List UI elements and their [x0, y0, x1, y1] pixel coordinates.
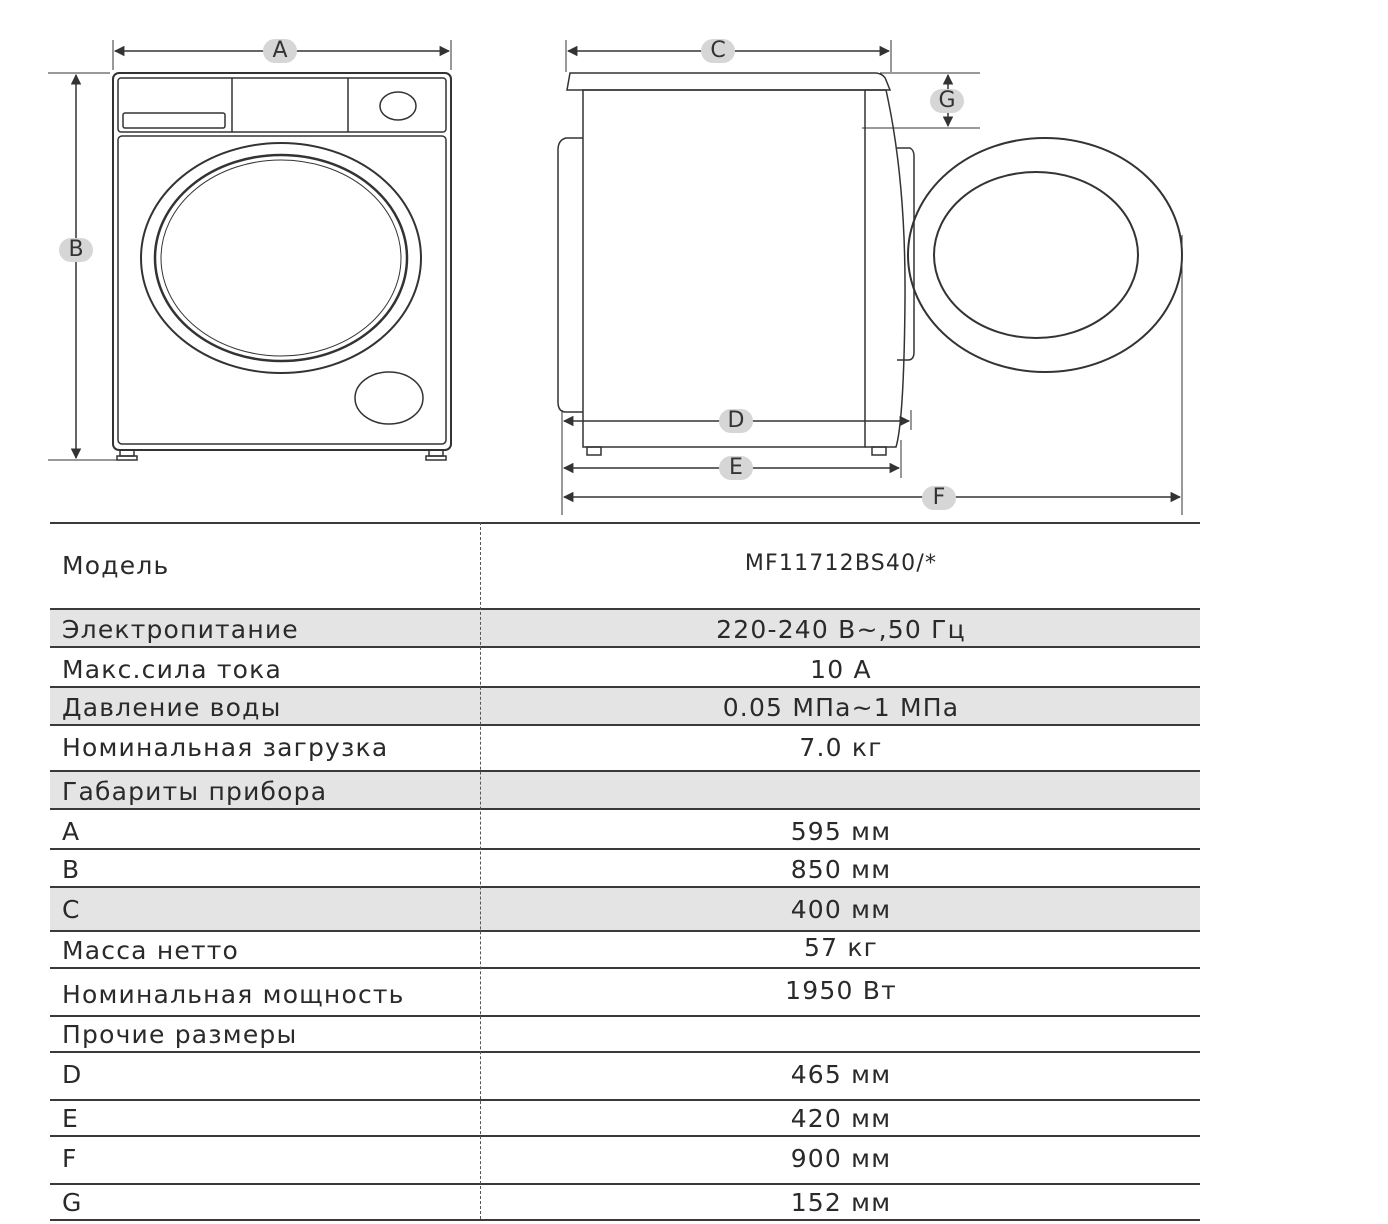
table-row: [50, 688, 1200, 726]
row-value: 400 мм: [790, 895, 892, 924]
row-name: C: [62, 895, 81, 924]
row-value: 7.0 кг: [799, 733, 883, 762]
label-f: F: [922, 486, 956, 510]
row-value: 1950 Вт: [785, 976, 897, 1005]
label-b: B: [59, 238, 93, 262]
table-row: [50, 1017, 1200, 1053]
table-row: [50, 1053, 1200, 1101]
row-value: 10 А: [810, 655, 872, 684]
row-name: Габариты прибора: [62, 777, 328, 806]
row-value: 595 мм: [790, 817, 892, 846]
row-name: F: [62, 1144, 78, 1173]
table-row: [50, 969, 1200, 1017]
table-row: [50, 726, 1200, 772]
row-name: Макс.сила тока: [62, 655, 282, 684]
dimension-drawing: [0, 0, 1388, 520]
table-row: [50, 1185, 1200, 1221]
table-row: [50, 1137, 1200, 1185]
table-row: [50, 888, 1200, 932]
row-name: Давление воды: [62, 693, 282, 722]
side-view: [558, 40, 1182, 515]
row-value: 220-240 В~,50 Гц: [716, 615, 966, 644]
table-row: [50, 932, 1200, 969]
row-name: Модель: [62, 551, 170, 580]
row-value: 152 мм: [790, 1188, 892, 1217]
row-value: 850 мм: [790, 855, 892, 884]
row-name: Прочие размеры: [62, 1020, 298, 1049]
table-row: [50, 610, 1200, 648]
row-name: D: [62, 1060, 83, 1089]
row-name: Номинальная мощность: [62, 980, 405, 1009]
row-name: Масса нетто: [62, 936, 239, 965]
table-row: [50, 1101, 1200, 1137]
row-value: 465 мм: [790, 1060, 892, 1089]
table-row: [50, 850, 1200, 888]
row-value: 420 мм: [790, 1104, 892, 1133]
row-name: Электропитание: [62, 615, 299, 644]
column-divider: [480, 522, 481, 1219]
row-name: E: [62, 1104, 79, 1133]
label-a: A: [263, 39, 297, 63]
row-name: A: [62, 817, 81, 846]
row-value: 57 кг: [804, 933, 878, 962]
table-row: [50, 772, 1200, 810]
table-row: [50, 810, 1200, 850]
row-value: 0.05 МПа~1 МПа: [722, 693, 960, 722]
label-d: D: [719, 409, 753, 433]
row-name: B: [62, 855, 81, 884]
row-value: 900 мм: [790, 1144, 892, 1173]
label-e: E: [719, 456, 753, 480]
row-value: MF11712BS40/*: [744, 551, 938, 576]
table-row-model: [50, 522, 1200, 610]
row-name: G: [62, 1188, 83, 1217]
label-c: C: [701, 39, 735, 63]
front-view: [48, 40, 451, 460]
row-name: Номинальная загрузка: [62, 733, 389, 762]
label-g: G: [930, 89, 964, 113]
table-row: [50, 648, 1200, 688]
